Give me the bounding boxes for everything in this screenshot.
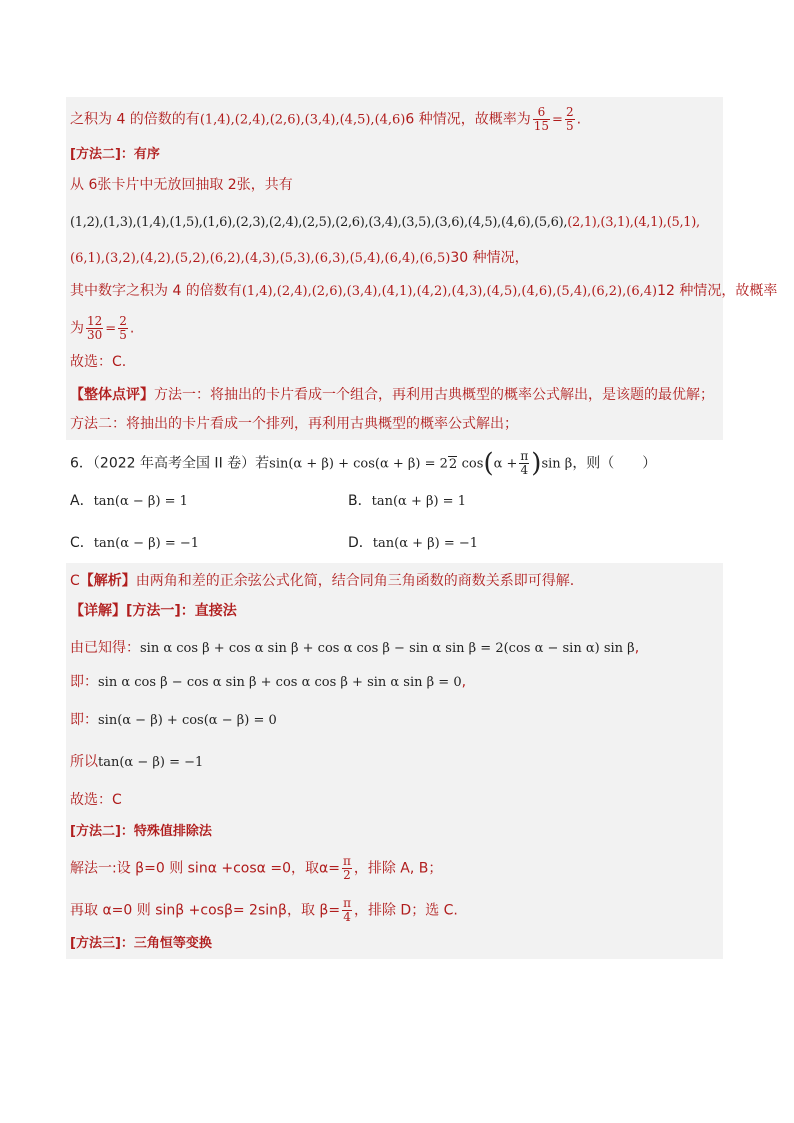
multiples-line [70, 281, 777, 302]
line-prefix: 之积为 4 的倍数的有 [70, 111, 200, 128]
probability-line [70, 106, 581, 133]
step-prefix: 即： [70, 674, 98, 690]
step-3 [70, 752, 203, 773]
prob-prefix: 为 [70, 320, 84, 337]
detail-heading [70, 601, 237, 621]
fraction-numerator: π [520, 449, 529, 463]
comma: , [461, 674, 467, 690]
equals-sign: = [105, 321, 117, 337]
fraction-denominator: 4 [343, 910, 351, 924]
fraction-denominator: 15 [533, 119, 550, 133]
fraction-pi-4 [519, 450, 529, 477]
ordered-pairs-line-2 [70, 248, 529, 269]
special-prefix: 解法一:设 β=0 则 sinα +cosα =0，取α= [70, 860, 340, 877]
option-label: D． [348, 535, 373, 551]
comment-tag: 【整体点评】 [70, 387, 154, 403]
special-prefix: 再取 α=0 则 sinβ +cosβ= 2sinβ，取 β= [70, 902, 341, 919]
multiples-suffix: 12 种情况，故概率 [657, 283, 778, 299]
alpha-plus: α + [493, 456, 518, 472]
method1-heading: [方法一]：直接法 [126, 603, 237, 619]
count-text: 30 种情况， [450, 250, 529, 266]
period: . [576, 111, 582, 128]
option-c[interactable] [70, 533, 199, 554]
step-expression: sin α cos β − cos α sin β + cos α cos β + sin α sin β = 0 [98, 675, 462, 690]
probability-result [70, 315, 134, 342]
comma: , [634, 640, 640, 656]
pairs-red: (2,1),(3,1),(4,1),(5,1), [567, 215, 700, 230]
multiples-pairs: (1,4),(2,4),(2,6),(3,4),(4,1),(4,2),(4,3),(4,5),(4,6),(5,4),(6,2),(6,4) [241, 284, 658, 299]
period: . [129, 320, 135, 337]
option-a[interactable] [70, 491, 188, 512]
fraction-numerator: π [342, 854, 351, 868]
fraction-denominator: 30 [87, 328, 103, 342]
known-expression: sin α cos β + cos α sin β + cos α cos β − sin α sin β = 2(cos α − sin α) sin β [140, 641, 635, 656]
fraction-numerator: 6 [533, 106, 550, 120]
question-label: 6．（2022 年高考全国 II 卷）若 [70, 455, 270, 472]
right-paren: ) [531, 448, 542, 479]
known-prefix: 由已知得： [70, 640, 140, 656]
option-expression: tan(α − β) = −1 [93, 536, 200, 551]
fraction-denominator: 5 [565, 119, 574, 133]
fraction-denominator: 5 [119, 328, 127, 342]
fraction-pi-4 [342, 897, 352, 924]
stem-suffix: ，则（ ） [572, 455, 657, 472]
comment-text: 方法一：将抽出的卡片看成一个组合，再利用古典概型的概率公式解出，是该题的最优解； [154, 387, 714, 403]
option-label: C． [70, 535, 94, 551]
step-prefix: 即： [70, 712, 98, 728]
fraction-numerator: 2 [119, 314, 127, 328]
method2-heading: [方法二]：有序 [70, 147, 160, 162]
fraction-denominator: 2 [343, 868, 351, 882]
answer-letter: C [70, 573, 80, 589]
overall-comment-2: 方法二：将抽出的卡片看成一个排列，再利用古典概型的概率公式解出； [70, 416, 518, 432]
ordered-pairs-line-1 [70, 212, 700, 233]
fraction-numerator: π [343, 896, 351, 910]
question-6-stem [70, 450, 656, 477]
fraction-2-5 [118, 315, 128, 342]
step-expression: sin(α − β) + cos(α − β) = 0 [98, 713, 277, 728]
step-prefix: 所以 [70, 754, 98, 770]
known-equation [70, 638, 639, 659]
special-suffix: ，排除 D；选 C. [353, 902, 458, 919]
option-expression: tan(α + β) = 1 [371, 494, 466, 509]
fraction-pi-2 [342, 855, 352, 882]
fraction-2-5 [565, 106, 575, 133]
option-label: A． [70, 493, 94, 509]
analysis-line [70, 571, 574, 591]
option-d[interactable] [348, 533, 478, 554]
answer-choice-c: 故选：C [70, 792, 122, 808]
fraction-numerator: 2 [565, 105, 574, 119]
multiples-prefix: 其中数字之积为 4 的倍数有 [70, 283, 242, 299]
fraction-12-30 [86, 315, 103, 342]
draw-description: 从 6张卡片中无放回抽取 2张，共有 [70, 177, 293, 193]
option-label: B． [348, 493, 372, 509]
line-middle: 6 种情况，故概率为 [405, 111, 531, 128]
analysis-text: 由两角和差的正余弦公式化简，结合同角三角函数的商数关系即可得解. [135, 573, 575, 589]
analysis-tag: 【解析】 [79, 573, 136, 589]
cos-function: cos [461, 456, 484, 472]
pairs-red-continued: (6,1),(3,2),(4,2),(5,2),(6,2),(4,3),(5,3),(6,3),(5,4),(6,4),(6,5) [70, 251, 451, 266]
detail-tag: 【详解】 [70, 603, 126, 619]
method2-special-heading: [方法二]：特殊值排除法 [70, 824, 212, 839]
option-b[interactable] [348, 491, 466, 512]
method3-heading: [方法三]：三角恒等变换 [70, 936, 212, 951]
fraction-6-15 [533, 106, 550, 133]
special-value-1 [70, 855, 442, 882]
option-expression: tan(α + β) = −1 [372, 536, 479, 551]
option-expression: tan(α − β) = 1 [93, 494, 188, 509]
answer-choice: 故选：C. [70, 354, 127, 370]
stem-expression: sin(α + β) + cos(α + β) = 2 [269, 456, 448, 472]
fraction-denominator: 4 [520, 463, 529, 477]
overall-comment-1 [70, 385, 714, 405]
left-paren: ( [483, 448, 494, 479]
special-suffix: ，排除 A, B； [353, 860, 443, 877]
step-expression: tan(α − β) = −1 [98, 755, 204, 770]
special-value-2 [70, 897, 458, 924]
fraction-numerator: 12 [87, 314, 103, 328]
sin-beta: sin β [541, 456, 573, 472]
equals-sign: = [552, 112, 563, 128]
step-1 [70, 672, 466, 693]
sqrt-2: 2 [448, 456, 458, 472]
step-2 [70, 710, 277, 731]
pair-list: (1,4),(2,4),(2,6),(3,4),(4,5),(4,6) [199, 112, 406, 128]
pairs-black: (1,2),(1,3),(1,4),(1,5),(1,6),(2,3),(2,4),(2,5),(2,6),(3,4),(3,5),(3,6),(4,5),(4,6),(5,6), [70, 215, 568, 230]
